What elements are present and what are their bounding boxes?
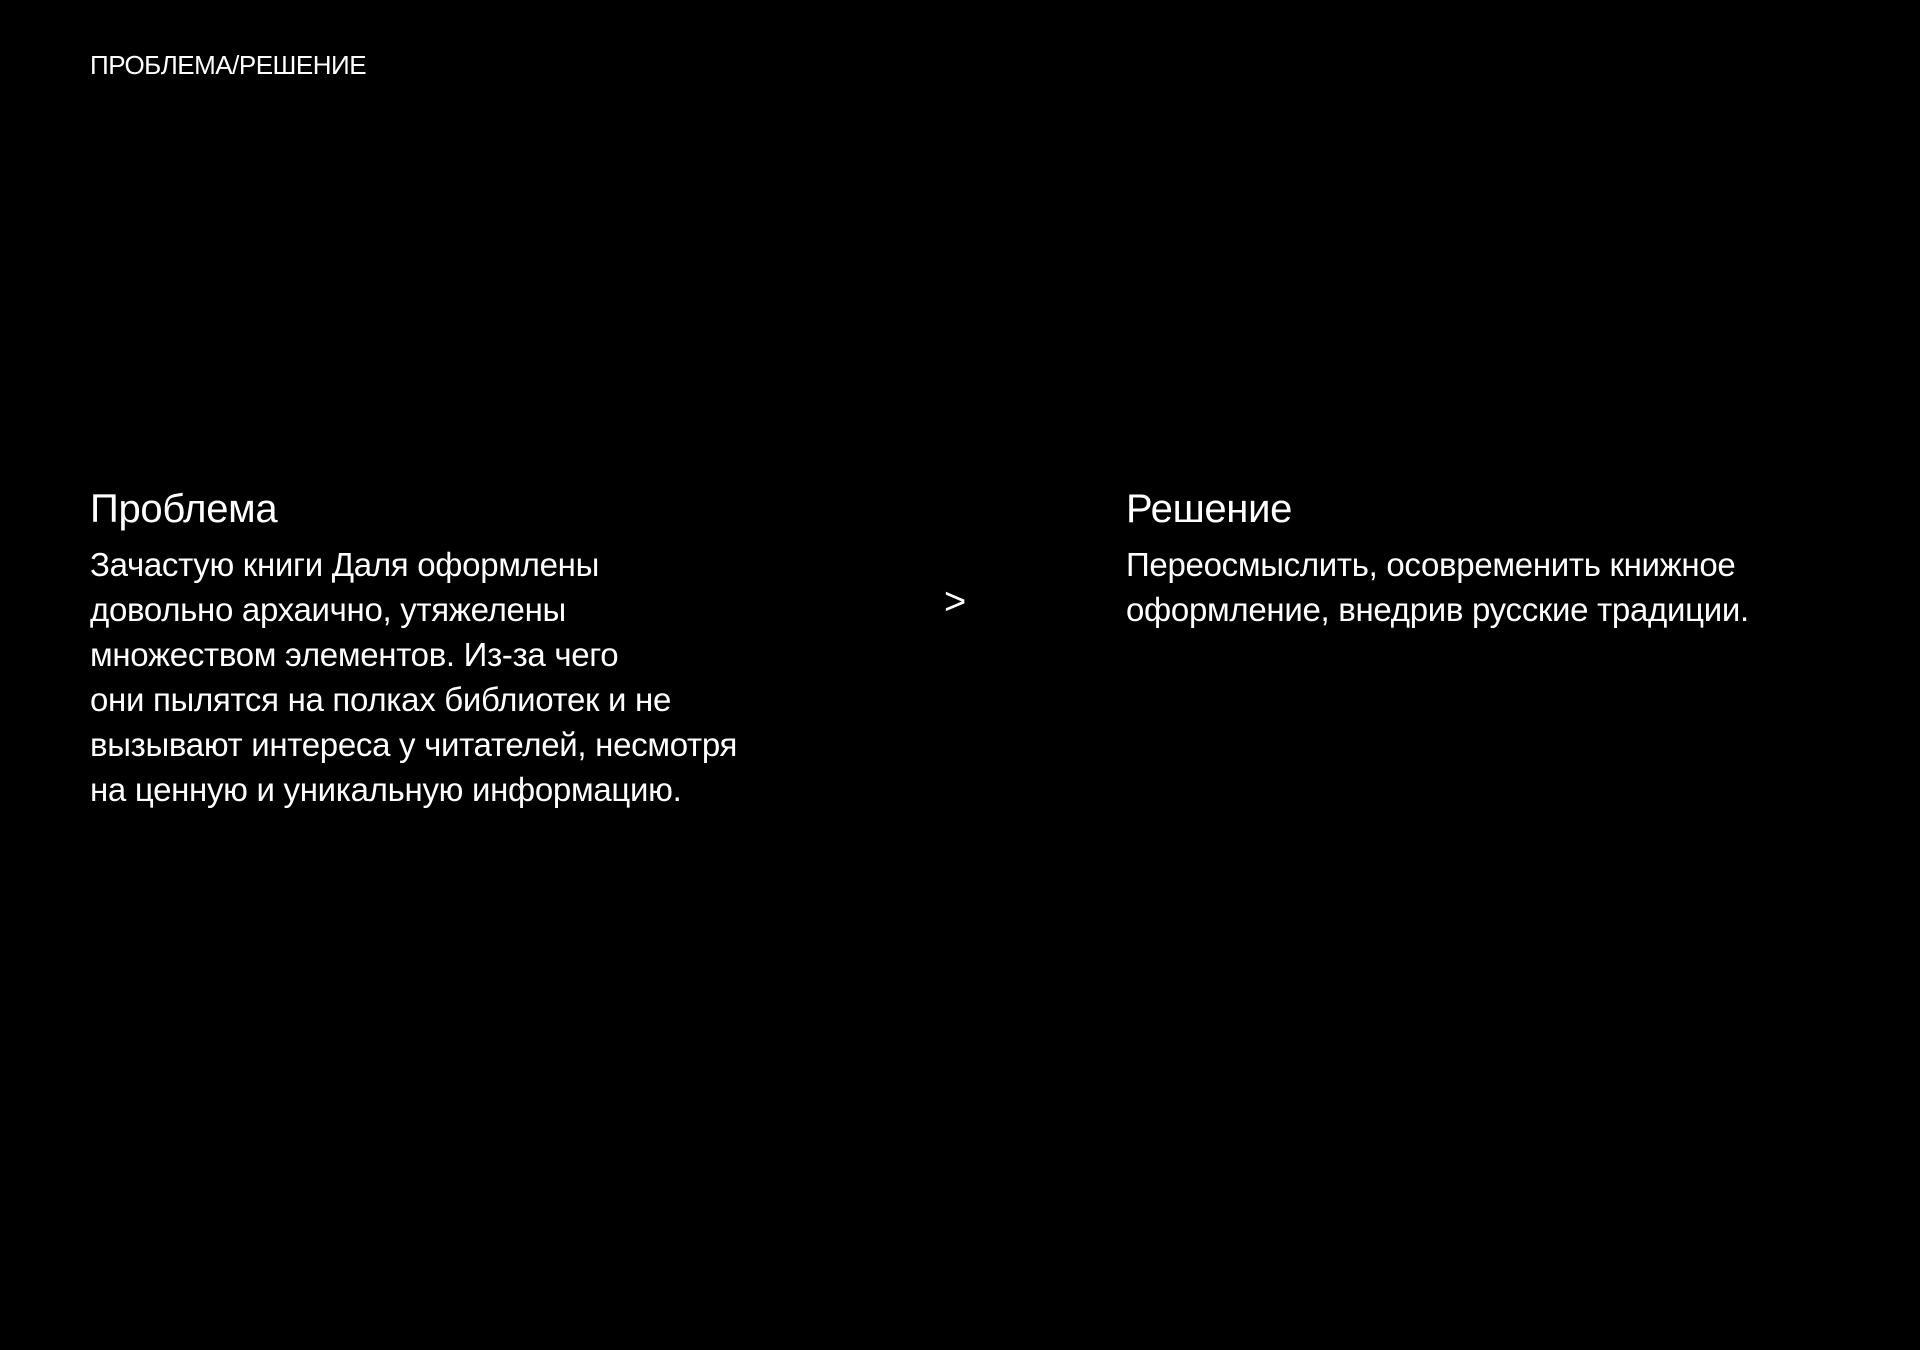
solution-column <box>1126 484 1866 632</box>
solution-title: Решение <box>1126 487 1293 531</box>
section-label: ПРОБЛЕМА/РЕШЕНИЕ <box>90 50 367 80</box>
solution-text: Переосмыслить, осовременить книжное оформление, внедрив русские традиции. <box>1126 546 1749 628</box>
problem-text: Зачастую книги Даля оформлены довольно архаично, утяжелены множеством элементов. Из-за чего они пылятся на полках библиотек и не вызывают интереса у читателей, несмотря на ценную и уникальную информацию. <box>90 546 738 808</box>
problem-column <box>90 484 850 812</box>
arrow-icon: > <box>944 581 967 623</box>
problem-title: Проблема <box>90 487 278 531</box>
